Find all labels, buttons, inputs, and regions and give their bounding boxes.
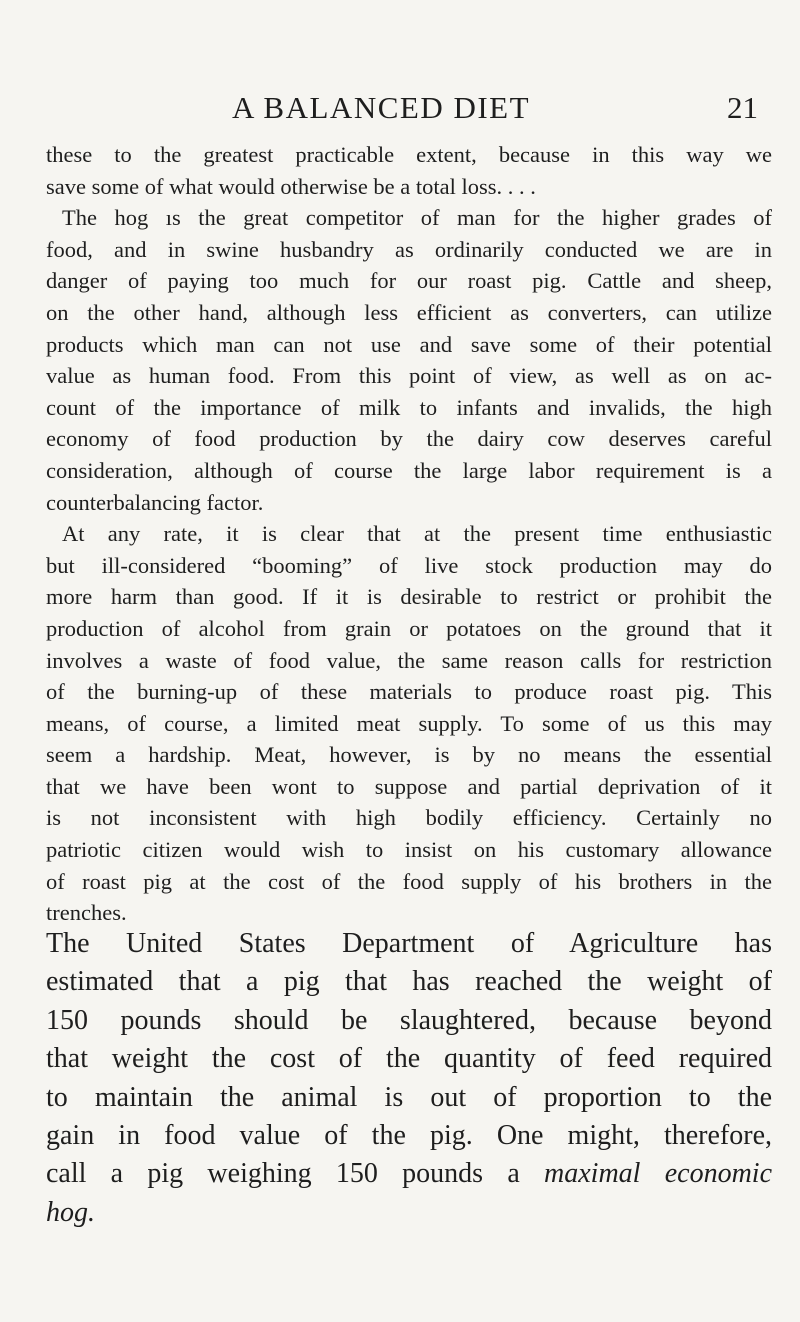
text-line: consideration, although of course the large labor requirement is a xyxy=(46,457,772,483)
text-line: more harm than good. If it is desirable to restrict or prohibit the xyxy=(46,584,772,610)
text-line: 150 pounds should be slaughtered, because beyond xyxy=(46,1004,772,1036)
text-line: save some of what would otherwise be a total loss. . . . xyxy=(46,173,536,199)
text-line: economy of food production by the dairy cow deserves careful xyxy=(46,426,772,452)
text-line-with-italic xyxy=(46,1155,772,1193)
paragraph-start-line: The hog ıs the great competitor of man for the higher grades of xyxy=(62,205,772,231)
text-line: that we have been wont to suppose and partial deprivation of it xyxy=(46,773,772,799)
running-head xyxy=(0,88,800,128)
text-line: value as human food. From this point of view, as well as on ac- xyxy=(46,363,772,389)
text-line: production of alcohol from grain or potatoes on the ground that it xyxy=(46,615,772,641)
text-line: of the burning-up of these materials to produce roast pig. This xyxy=(46,679,772,705)
text-line: that weight the cost of the quantity of feed required xyxy=(46,1043,772,1075)
text-line: involves a waste of food value, the same reason calls for restriction xyxy=(46,647,772,673)
text-line: gain in food value of the pig. One might, therefore, xyxy=(46,1119,772,1151)
italic-term: maximal economic xyxy=(544,1158,772,1190)
text-line: estimated that a pig that has reached the weight of xyxy=(46,966,772,998)
text-fragment: call a pig weighing 150 pounds a xyxy=(46,1158,520,1190)
text-line: food, and in swine husbandry as ordinarily conducted we are in xyxy=(46,236,772,262)
text-line: these to the greatest practicable extent, because in this way we xyxy=(46,142,772,167)
text-line xyxy=(46,1194,772,1232)
text-line: patriotic citizen would wish to insist on his customary allowance xyxy=(46,837,772,863)
italic-term: hog. xyxy=(46,1196,95,1228)
body-text xyxy=(46,139,772,929)
text-line: on the other hand, although less efficient as converters, can utilize xyxy=(46,299,772,325)
text-line: seem a hardship. Meat, however, is by no means the essential xyxy=(46,742,772,768)
text-line: The United States Department of Agriculture has xyxy=(46,928,772,959)
text-line: to maintain the animal is out of proportion to the xyxy=(46,1081,772,1113)
text-line: count of the importance of milk to infants and invalids, the high xyxy=(46,394,772,420)
text-line: danger of paying too much for our roast pig. Cattle and sheep, xyxy=(46,268,772,294)
text-line: counterbalancing factor. xyxy=(46,489,264,515)
text-line: products which man can not use and save some of their potential xyxy=(46,331,772,357)
paragraph-start-line: At any rate, it is clear that at the present time enthusiastic xyxy=(62,521,772,547)
text-line: but ill-considered “booming” of live stock production may do xyxy=(46,552,772,578)
text-line: of roast pig at the cost of the food supply of his brothers in the xyxy=(46,868,772,894)
text-line: is not inconsistent with high bodily efficiency. Certainly no xyxy=(46,805,772,831)
text-line: means, of course, a limited meat supply. To some of us this may xyxy=(46,710,772,736)
running-title: A BALANCED DIET xyxy=(232,90,531,125)
page-number: 21 xyxy=(727,90,758,125)
text-line: trenches. xyxy=(46,900,127,926)
usda-paragraph xyxy=(46,925,772,1232)
